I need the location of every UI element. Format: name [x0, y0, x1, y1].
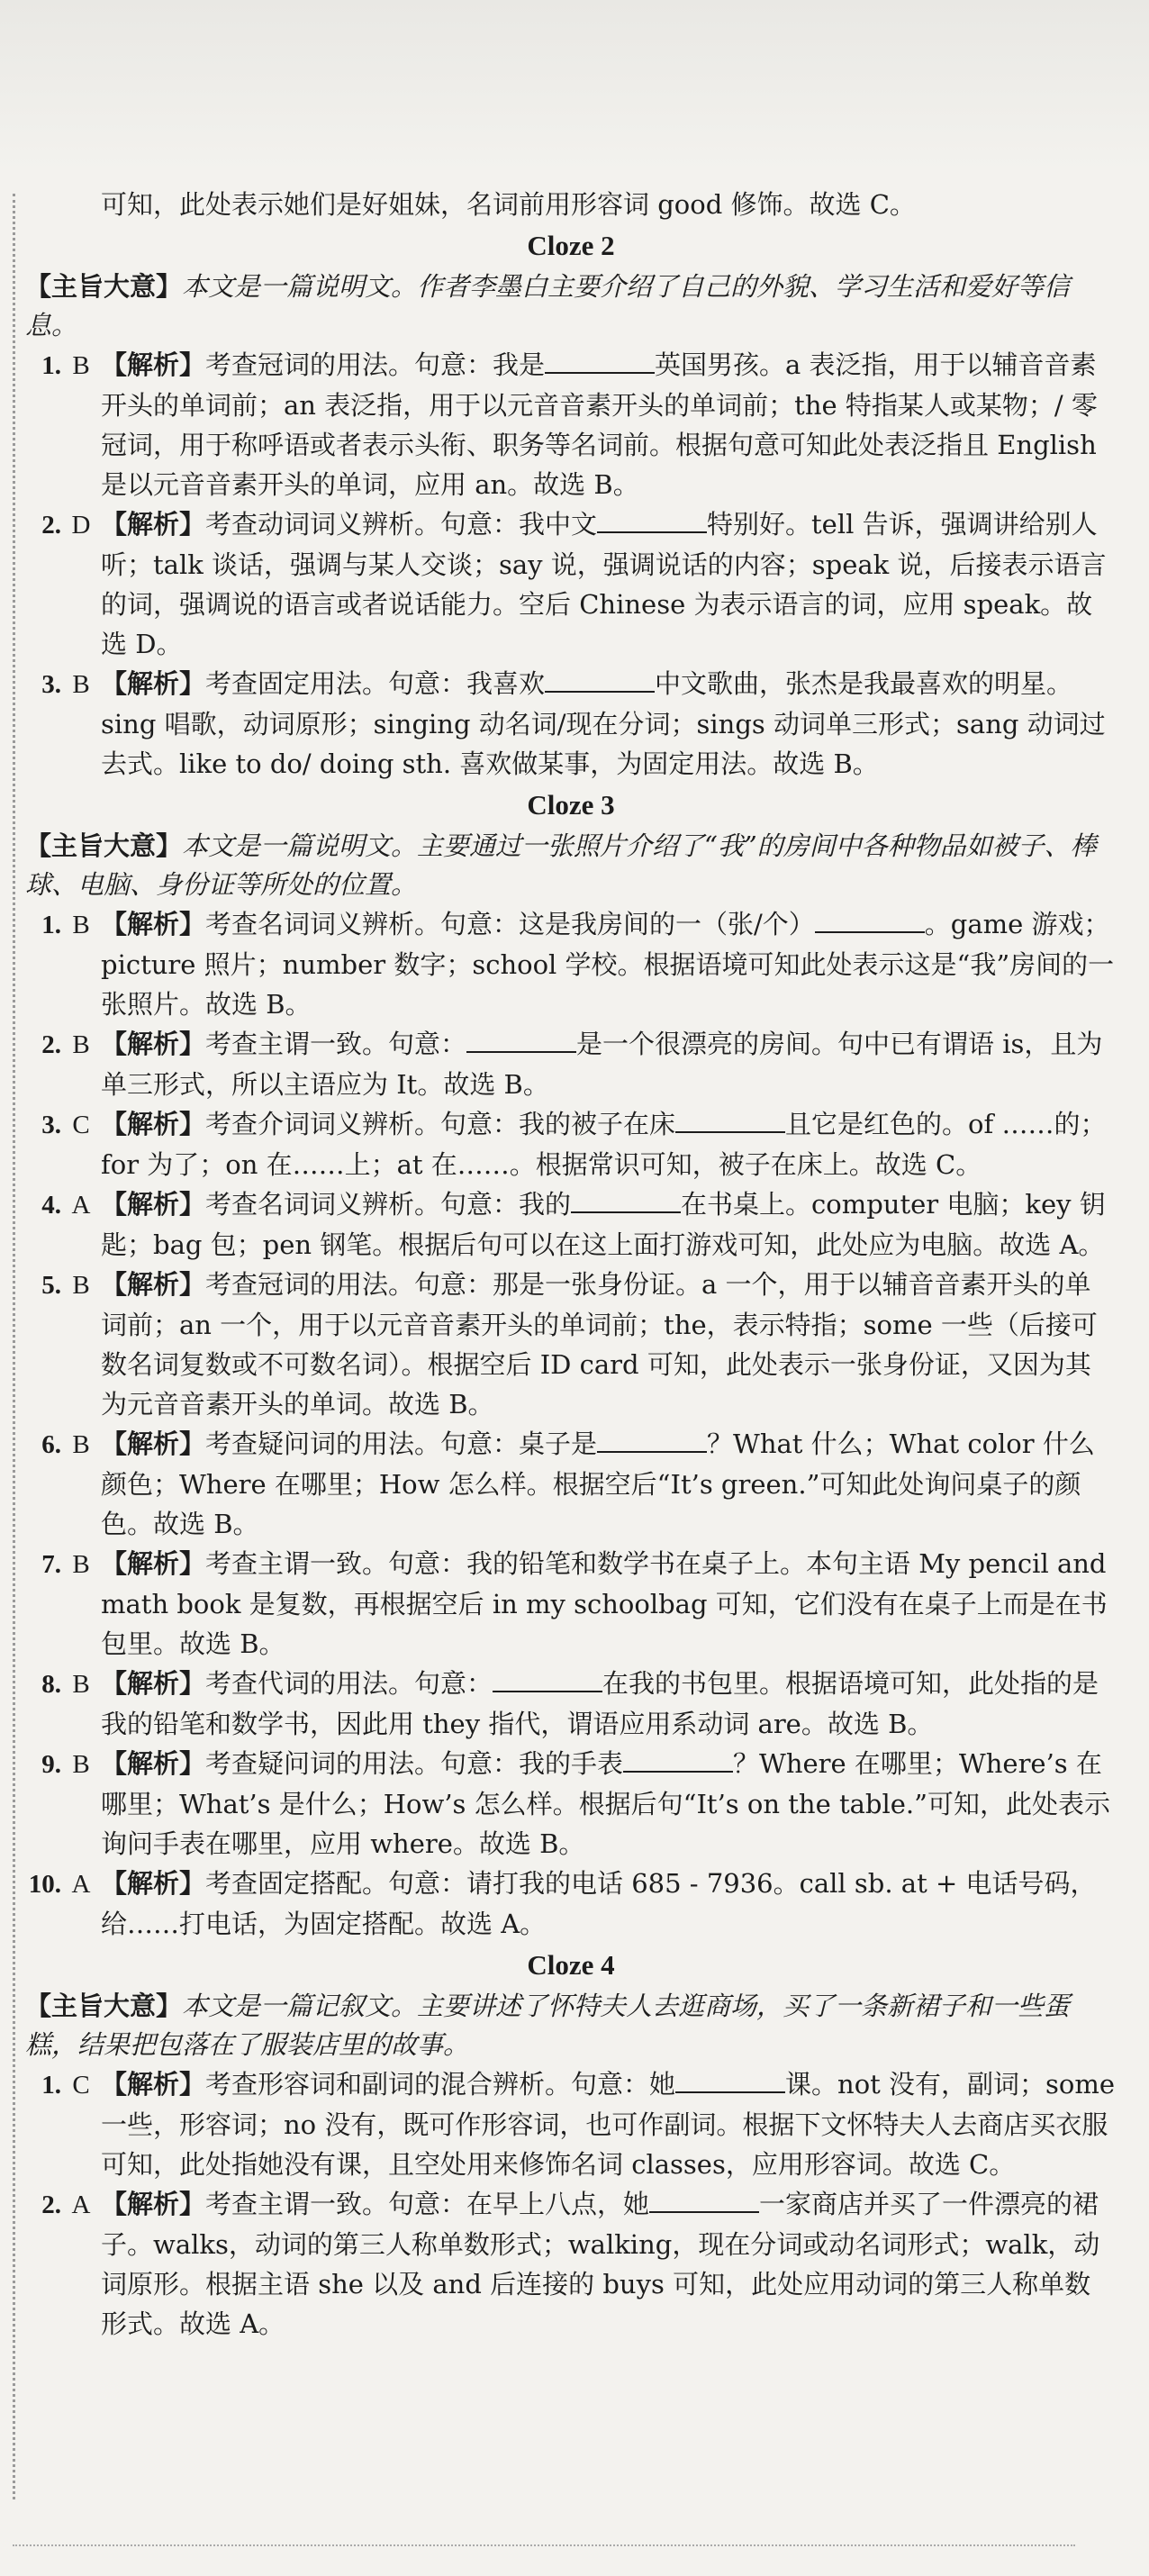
analysis-text: 。game 游戏；picture 照片；number 数字；school 学校。根据语境可知此处表示这是“我”房间的一张照片。故选 B。 [101, 909, 1115, 1020]
analysis-tag: 【解析】 [101, 1189, 206, 1220]
analysis-text: 英国男孩。a 表泛指，用于以辅音音素开头的单词前；an 表泛指，用于以元音音素开头的单词前；the 特指某人或某物；/ 零冠词，用于称呼语或者表示头衔、职务等名词前。根据句意可知此处表泛指且 English 是以元音音素开头的单词，应用 an。故选 B。 [101, 349, 1098, 500]
analysis-tag: 【解析】 [101, 1429, 206, 1459]
analysis-text: 考查动词词义辨析。句意：我中文 [205, 509, 598, 540]
answer-item [25, 1265, 1117, 1424]
answer-letter: B [72, 670, 90, 699]
analysis-tag: 【解析】 [101, 1548, 206, 1579]
analysis-text: 考查名词词义辨析。句意：这是我房间的一（张/个） [205, 909, 815, 939]
continued-line: 可知，此处表示她们是好姐妹，名词前用形容词 good 修饰。故选 C。 [101, 189, 916, 220]
answer-item [25, 1544, 1117, 1664]
answer-item [25, 345, 1117, 504]
analysis-tag: 【解析】 [101, 1109, 206, 1139]
answer-letter: B [72, 1550, 90, 1579]
item-number: 3. [41, 670, 61, 699]
analysis-text: 考查名词词义辨析。句意：我的 [205, 1189, 572, 1220]
answer-letter: B [72, 911, 90, 939]
analysis-text: 中文歌曲，张杰是我最喜欢的明星。sing 唱歌，动词原形；singing 动名词/现在分词；sings 动词单三形式；sang 动词过去式。like to do/ doing sth. 喜欢做某事，为固定用法。故选 B。 [101, 668, 1106, 779]
item-number: 4. [41, 1191, 61, 1220]
analysis-text: 考查主谓一致。句意：我的铅笔和数学书在桌子上。本句主语 My pencil and math book 是复数，再根据空后 in my schoolbag 可知，它们没有在桌子上而是在书包里。故选 B。 [101, 1548, 1108, 1659]
item-number: 5. [41, 1271, 61, 1300]
binding-margin-line [13, 194, 15, 2499]
summary-text: 本文是一篇说明文。主要通过一张照片介绍了“我”的房间中各种物品如被子、棒球、电脑、身份证等所处的位置。 [25, 830, 1097, 900]
analysis-text: 考查形容词和副词的混合辨析。句意：她 [205, 2069, 676, 2100]
answer-letter: A [71, 2191, 91, 2219]
answer-item [25, 1184, 1117, 1265]
analysis-tag: 【解析】 [101, 1269, 206, 1300]
analysis-tag: 【解析】 [101, 349, 206, 380]
analysis-tag: 【解析】 [101, 509, 206, 540]
answer-blank [597, 1428, 707, 1453]
analysis-text: 课。not 没有，副词；some 一些，形容词；no 没有，既可作形容词，也可作副词。根据下文怀特夫人去商店买衣服可知，此处指她没有课，且空处用来修饰名词 classes，应用形容词。故选 C。 [101, 2069, 1116, 2180]
answer-blank [545, 667, 655, 693]
section-title: Cloze 2 [527, 230, 615, 261]
analysis-text: 考查固定用法。句意：我喜欢 [205, 668, 546, 699]
item-number: 1. [41, 2071, 61, 2100]
item-number: 10. [28, 1870, 61, 1899]
analysis-text: 在我的书包里。根据语境可知，此处指的是我的铅笔和数学书，因此用 they 指代，谓语应用系动词 are。故选 B。 [101, 1668, 1099, 1739]
analysis-text: 考查介词词义辨析。句意：我的被子在床 [205, 1109, 676, 1139]
section-summary [25, 268, 1117, 345]
item-number: 2. [41, 1030, 61, 1059]
summary-text: 本文是一篇说明文。作者李墨白主要介绍了自己的外貌、学习生活和爱好等信息。 [25, 271, 1071, 340]
answer-item [25, 1104, 1117, 1184]
analysis-text: 且它是红色的。of ……的；for 为了；on 在……上；at 在……。根据常识可知，被子在床上。故选 C。 [101, 1109, 1107, 1180]
answer-item [25, 2064, 1117, 2184]
cloze-section [25, 784, 1117, 1944]
answer-blank [493, 1667, 602, 1692]
item-number: 9. [41, 1750, 61, 1779]
analysis-text: ？What 什么；What color 什么颜色；Where 在哪里；How 怎么样。根据空后“It’s green.”可知此处询问桌子的颜色。故选 B。 [101, 1429, 1095, 1539]
cloze-section [25, 1944, 1117, 2344]
analysis-text: 考查主谓一致。句意： [205, 1029, 467, 1059]
analysis-tag: 【解析】 [101, 668, 206, 699]
analysis-tag: 【解析】 [101, 1029, 206, 1059]
answer-letter: B [72, 1030, 90, 1059]
answer-blank [815, 908, 925, 933]
answer-blank [675, 2068, 785, 2093]
answer-item [25, 1424, 1117, 1544]
analysis-text: 一家商店并买了一件漂亮的裙子。walks，动词的第三人称单数形式；walking，现在分词或动名词形式；walk，动词原形。根据主语 she 以及 and 后连接的 buys 可知，此处应用动词的第三人称单数形式。故选 A。 [101, 2189, 1100, 2339]
summary-tag: 【主旨大意】 [25, 271, 183, 302]
section-summary [25, 827, 1117, 904]
answer-letter: D [71, 511, 91, 540]
item-number: 3. [41, 1111, 61, 1139]
analysis-text: 特别好。tell 告诉，强调讲给别人听；talk 谈话，强调与某人交谈；say 说，强调说话的内容；speak 说，后接表示语言的词，强调说的语言或者说话能力。空后 Chinese 为表示语言的词，应用 speak。故选 D。 [101, 509, 1107, 659]
item-number: 6. [41, 1430, 61, 1459]
analysis-text: 考查固定搭配。句意：请打我的电话 685 - 7936。call sb. at + 电话号码，给……打电话，为固定搭配。故选 A。 [101, 1868, 1097, 1939]
answer-item [25, 1024, 1117, 1104]
answer-item [25, 1864, 1117, 1944]
cloze-sections [25, 224, 1117, 2344]
answer-letter: A [71, 1191, 91, 1220]
answer-letter: B [72, 1430, 90, 1459]
analysis-tag: 【解析】 [101, 2189, 206, 2219]
answer-blank [675, 1108, 785, 1133]
answer-page [25, 185, 1117, 2344]
analysis-text: 考查主谓一致。句意：在早上八点，她 [205, 2189, 650, 2219]
answer-blank [545, 349, 655, 374]
answer-blank [623, 1747, 733, 1773]
item-number: 8. [41, 1670, 61, 1699]
answer-letter: B [72, 351, 90, 380]
analysis-text: 考查疑问词的用法。句意：桌子是 [205, 1429, 598, 1459]
answer-letter: B [72, 1271, 90, 1300]
item-number: 7. [41, 1550, 61, 1579]
answer-letter: C [72, 1111, 90, 1139]
analysis-text: ？Where 在哪里；Where’s 在哪里；What’s 是什么；How’s 怎么样。根据后句“It’s on the table.”可知，此处表示询问手表在哪里，应用 where。故选 B。 [101, 1748, 1110, 1859]
answer-item [25, 504, 1117, 664]
section-title: Cloze 4 [527, 1949, 615, 1981]
answer-blank [649, 2188, 759, 2213]
answer-blank [571, 1188, 681, 1213]
answer-blank [597, 508, 707, 533]
page-bottom-divider [13, 2544, 1075, 2546]
answer-letter: B [72, 1750, 90, 1779]
analysis-text: 考查疑问词的用法。句意：我的手表 [205, 1748, 624, 1779]
analysis-text: 考查冠词的用法。句意：那是一张身份证。a 一个，用于以辅音音素开头的单词前；an 一个，用于以元音音素开头的单词前；the，表示特指；some 一些（后接可数名词复数或不可数名词）。根据空后 ID card 可知，此处表示一张身份证，又因为其为元音音素开头的单词。故选 B。 [101, 1269, 1098, 1420]
cloze-section [25, 224, 1117, 784]
analysis-text: 考查代词的用法。句意： [205, 1668, 493, 1699]
answer-letter: C [72, 2071, 90, 2100]
analysis-text: 在书桌上。computer 电脑；key 钥匙；bag 包；pen 钢笔。根据后句可以在这上面打游戏可知，此处应为电脑。故选 A。 [101, 1189, 1106, 1260]
answer-letter: B [72, 1670, 90, 1699]
analysis-tag: 【解析】 [101, 1668, 206, 1699]
answer-item [25, 2184, 1117, 2344]
item-number: 1. [41, 351, 61, 380]
summary-text: 本文是一篇记叙文。主要讲述了怀特夫人去逛商场，买了一条新裙子和一些蛋糕，结果把包落在了服装店里的故事。 [25, 1991, 1071, 2060]
answer-blank [466, 1028, 576, 1053]
summary-tag: 【主旨大意】 [25, 1991, 183, 2021]
analysis-tag: 【解析】 [101, 1748, 206, 1779]
analysis-text: 是一个很漂亮的房间。句中已有谓语 is，且为单三形式，所以主语应为 It。故选 B。 [101, 1029, 1103, 1100]
section-summary [25, 1987, 1117, 2064]
answer-item [25, 664, 1117, 784]
answer-item [25, 1744, 1117, 1864]
item-number: 2. [41, 2191, 61, 2219]
section-title: Cloze 3 [527, 789, 615, 821]
item-number: 1. [41, 911, 61, 939]
summary-tag: 【主旨大意】 [25, 830, 183, 861]
analysis-tag: 【解析】 [101, 1868, 206, 1899]
answer-item [25, 1664, 1117, 1744]
analysis-text: 考查冠词的用法。句意：我是 [205, 349, 546, 380]
answer-item [25, 904, 1117, 1024]
item-number: 2. [41, 511, 61, 540]
answer-letter: A [71, 1870, 91, 1899]
analysis-tag: 【解析】 [101, 909, 206, 939]
analysis-tag: 【解析】 [101, 2069, 206, 2100]
page-header-band [0, 0, 1149, 171]
